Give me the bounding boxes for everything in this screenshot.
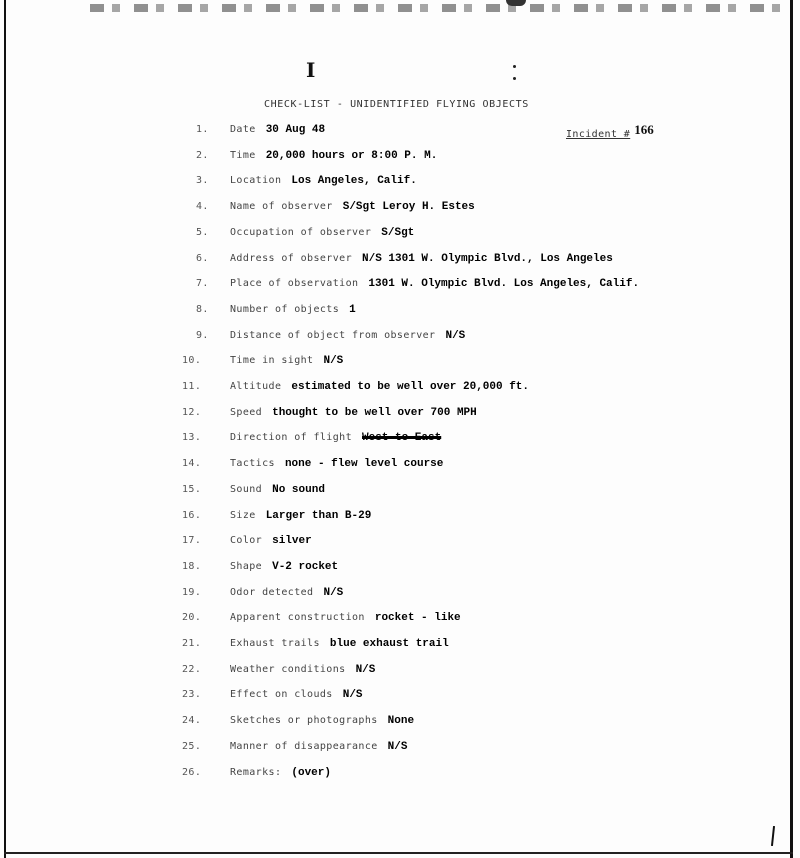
item-number: 23. (182, 689, 202, 701)
item-answer: S/Sgt Leroy H. Estes (342, 201, 475, 214)
item-number: 24. (182, 715, 202, 727)
item-answer: thought to be well over 700 MPH (272, 406, 477, 419)
item-answer: N/S (323, 355, 344, 368)
item-question: Occupation of observer (230, 226, 372, 238)
header-mark: I (306, 58, 316, 82)
item-question: Sketches or photographs (230, 715, 378, 727)
item-question: Effect on clouds (230, 689, 333, 701)
item-number: 8. (196, 303, 209, 315)
item-answer: West to East (362, 432, 442, 445)
scan-border-bottom (4, 852, 793, 854)
item-question: Odor detected (230, 586, 314, 598)
item-question: Time (230, 149, 256, 161)
item-number: 17. (182, 535, 202, 547)
checklist-item (182, 484, 325, 496)
checklist-item (182, 510, 371, 522)
checklist-item (196, 304, 356, 316)
checklist-item (196, 278, 639, 290)
item-number: 16. (182, 509, 202, 521)
item-number: 2. (196, 149, 209, 161)
incident-number: 166 (634, 122, 654, 137)
item-answer: N/S 1301 W. Olympic Blvd., Los Angeles (362, 252, 613, 265)
checklist-item (196, 330, 465, 342)
item-number: 14. (182, 458, 202, 470)
item-answer: Larger than B-29 (265, 509, 372, 522)
checklist-item (196, 253, 613, 265)
checklist-item (196, 150, 437, 162)
item-question: Tactics (230, 458, 275, 470)
item-answer: No sound (272, 483, 325, 496)
checklist-item (182, 535, 312, 547)
item-question: Name of observer (230, 201, 333, 213)
checklist-item (182, 664, 375, 676)
checklist-item (182, 689, 363, 701)
checklist-item (182, 638, 449, 650)
checklist-item (182, 458, 443, 470)
item-question: Exhaust trails (230, 638, 320, 649)
item-number: 1. (196, 124, 209, 135)
item-answer: 1301 W. Olympic Blvd. Los Angeles, Calif. (368, 278, 640, 291)
checklist-item (182, 432, 441, 444)
scan-top-blot (506, 0, 526, 6)
item-question: Sound (230, 483, 263, 495)
item-number: 18. (182, 560, 202, 572)
scan-edge-mark (771, 826, 775, 846)
item-question: Weather conditions (230, 663, 346, 675)
item-question: Remarks: (230, 766, 282, 778)
item-number: 20. (182, 612, 202, 624)
item-answer: 30 Aug 48 (265, 124, 326, 136)
item-number: 9. (196, 329, 209, 341)
checklist-item (182, 767, 331, 779)
item-number: 25. (182, 740, 202, 752)
item-question: Place of observation (230, 278, 359, 290)
item-answer: N/S (445, 329, 466, 342)
item-answer: N/S (355, 663, 376, 676)
scan-border-right (790, 0, 793, 858)
checklist-item (196, 201, 475, 213)
item-answer: None (387, 715, 415, 728)
item-number: 15. (182, 483, 202, 495)
item-answer: N/S (323, 586, 344, 599)
item-question: Address of observer (230, 252, 352, 264)
page-title: CHECK-LIST - UNIDENTIFIED FLYING OBJECTS (264, 99, 529, 110)
item-answer: rocket - like (374, 612, 461, 625)
scan-top-edge (90, 4, 780, 12)
item-question: Location (230, 175, 282, 187)
item-answer: N/S (387, 740, 408, 753)
item-answer: blue exhaust trail (329, 638, 449, 650)
item-answer: none - flew level course (284, 458, 444, 471)
checklist-item (196, 124, 325, 136)
item-number: 5. (196, 226, 209, 238)
checklist-item (182, 612, 461, 624)
checklist-item (196, 227, 414, 239)
checklist-item (182, 407, 477, 419)
item-answer: V-2 rocket (272, 560, 339, 573)
incident-field (566, 122, 654, 141)
item-answer: estimated to be well over 20,000 ft. (291, 381, 530, 393)
item-number: 19. (182, 586, 202, 598)
checklist-item (182, 355, 343, 367)
item-number: 26. (182, 766, 202, 778)
item-number: 10. (182, 355, 202, 367)
item-question: Altitude (230, 381, 282, 392)
item-answer: Los Angeles, Calif. (291, 175, 417, 188)
item-answer: S/Sgt (381, 226, 415, 239)
item-question: Manner of disappearance (230, 740, 378, 752)
punch-dot (513, 77, 516, 80)
item-answer: 20,000 hours or 8:00 P. M. (265, 149, 438, 162)
item-number: 22. (182, 663, 202, 675)
item-question: Date (230, 124, 256, 135)
item-number: 11. (182, 381, 202, 392)
item-question: Apparent construction (230, 612, 365, 624)
item-answer: silver (272, 535, 312, 548)
item-answer: (over) (291, 766, 331, 779)
item-number: 12. (182, 406, 202, 418)
item-number: 3. (196, 175, 209, 187)
checklist-item (182, 715, 414, 727)
item-number: 7. (196, 278, 209, 290)
checklist-item (196, 175, 417, 187)
item-number: 6. (196, 252, 209, 264)
item-answer: N/S (342, 689, 363, 702)
item-question: Speed (230, 406, 263, 418)
item-question: Time in sight (230, 355, 314, 367)
punch-dot (513, 65, 516, 68)
item-number: 4. (196, 201, 209, 213)
scan-border-left (4, 0, 6, 858)
item-question: Distance of object from observer (230, 329, 436, 341)
checklist-item (182, 741, 407, 753)
item-question: Size (230, 509, 256, 521)
item-question: Number of objects (230, 303, 340, 315)
item-question: Direction of flight (230, 432, 352, 444)
checklist-item (182, 561, 338, 573)
item-number: 13. (182, 432, 202, 444)
item-answer: 1 (349, 303, 356, 316)
item-question: Color (230, 535, 263, 547)
incident-label: Incident # (566, 129, 631, 140)
item-question: Shape (230, 560, 263, 572)
checklist-item (182, 587, 343, 599)
checklist-item (182, 381, 529, 393)
item-number: 21. (182, 638, 202, 649)
